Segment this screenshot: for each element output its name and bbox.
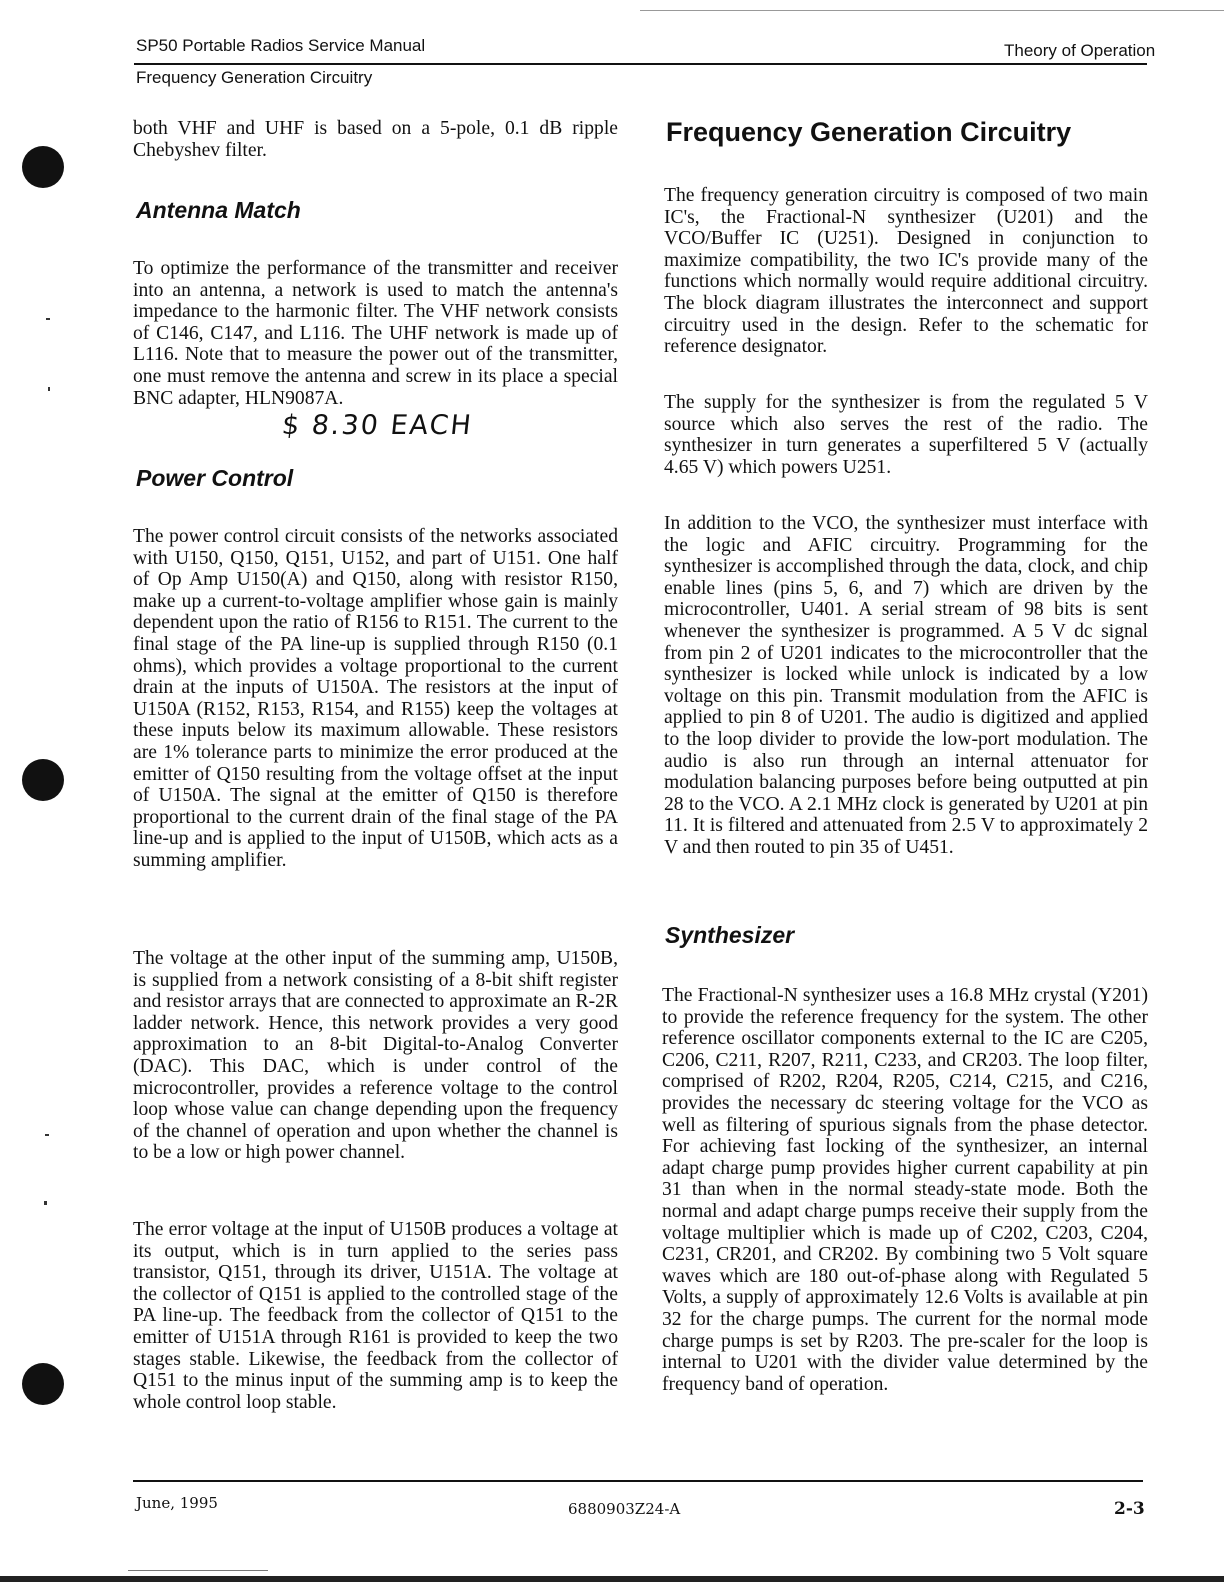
handwritten-price-note: $ 8.30 EACH [280, 410, 475, 441]
frequency-generation-paragraph-1: The frequency generation circuitry is composed of two main IC's, the Fractional-N synthesizer (U201) and the VCO/Buffer IC (U251). Designed in conjunction to maximize compatibility, the two IC's provide many of the functions which normally would require additional circuitry. The block diagram illustrates the interconnect and support circuitry used in the design. Refer to the schematic for reference designator. [664, 185, 1148, 358]
right-heading-wrap [666, 117, 1071, 148]
binder-hole-top [22, 146, 64, 188]
power-control-heading: Power Control [136, 465, 294, 491]
power-control-body [133, 526, 618, 872]
scan-mark [48, 387, 50, 391]
intro-paragraph: both VHF and UHF is based on a 5-pole, 0.1 dB ripple Chebyshev filter. [133, 118, 618, 161]
binder-hole-middle [22, 759, 64, 801]
bottom-scan-line [0, 1576, 1224, 1582]
power-control-paragraph-2: The voltage at the other input of the summing amp, U150B, is supplied from a network consisting of a 8-bit shift register and resistor arrays that are connected to approximate an R-2R ladder network. Hence, this network provides a very good approximation to an 8-bit Digital-to-Analog Converter (DAC). This DAC, which is under control of the microcontroller, provides a reference voltage to the control loop whose value can change depending upon the frequency of the channel of operation and upon whether the channel is to be a low or high power channel. [133, 948, 618, 1164]
power-control-body-2 [133, 948, 618, 1164]
power-control-heading-wrap [136, 465, 293, 492]
synthesizer-heading: Synthesizer [665, 922, 795, 948]
synthesizer-heading-wrap [665, 922, 794, 949]
footer-rule [133, 1480, 1143, 1482]
header-rule [134, 63, 1147, 65]
section-subtitle: Frequency Generation Circuitry [136, 68, 373, 87]
power-control-body-3 [133, 1219, 618, 1413]
manual-title: SP50 Portable Radios Service Manual [136, 36, 426, 55]
footer-page-number: 2-3 [1114, 1499, 1145, 1519]
right-column-body-3 [664, 513, 1148, 859]
frequency-generation-paragraph-3: In addition to the VCO, the synthesizer must interface with the logic and AFIC circuitry. Programming for the synthesizer is accomplished through the data, clock, and chip enable lines (pins 5, 6, and 7) which are driven by the microcontroller, U401. A serial stream of 98 bits is sent whenever the synthesizer is programmed. A 5 V dc signal from pin 2 of U201 indicates to the microcontroller that the synthesizer is locked while unlock is indicated by a low voltage on this pin. Transmit modulation from the AFIC is applied to pin 8 of U201. The audio is digitized and applied to the loop divider to provide the low-port modulation. The audio is also run through an internal attenuator for modulation balancing purposes before being outputted at pin 28 to the VCO. A 2.1 MHz clock is generated by U201 at pin 11. It is filtered and attenuated from 2.5 V to approximately 2 V and then routed to pin 35 of U451. [664, 513, 1148, 858]
frequency-generation-paragraph-2: The supply for the synthesizer is from the regulated 5 V source which also serves the rest of the radio. The synthesizer in turn generates a superfiltered 5 V (actually 4.65 V) which powers U251. [664, 392, 1148, 478]
top-scan-line [640, 10, 1224, 11]
power-control-paragraph-3: The error voltage at the input of U150B produces a voltage at its output, which is in turn applied to the series pass transistor, Q151, through its driver, U151A. The voltage at the collector of Q151 is applied to the controlled stage of the PA line-up. The feedback from the collector of Q151 to the emitter of U151A through R161 is provided to keep the two stages stable. Likewise, the feedback from the collector of Q151 to the minus input of the summing amp is to keep the whole control loop stable. [133, 1219, 618, 1413]
antenna-match-body-wrap [133, 258, 618, 409]
running-section-title: Theory of Operation [1004, 41, 1156, 60]
synthesizer-paragraph: The Fractional-N synthesizer uses a 16.8 MHz crystal (Y201) to provide the reference frequency for the system. The other reference oscillator components external to the IC are C205, C206, C211, R207, R211, C233, and CR203. The loop filter, comprised of R202, R204, R205, C214, C215, and C216, provides the necessary dc steering voltage for the VCO as well as filtering of spurious signals from the phase detector. For achieving fast locking of the synthesizer, an internal adapt charge pump provides higher current capability at pin 31 than when in the normal steady-state mode. Both the normal and adapt charge pumps receive their supply from the voltage multiplier which is made up of C202, C203, C204, C231, CR201, and CR202. By combining two 5 Volt square waves which are 180 out-of-phase along with Regulated 5 Volts, a supply of approximately 12.6 Volts is available at pin 32 for the charge pumps. The current for the normal mode charge pumps is set by R203. The pre-scaler for the loop is internal to U201 with the divider value determined by the frequency band of operation. [662, 985, 1148, 1395]
antenna-match-section [136, 197, 618, 224]
footer-date: June, 1995 [136, 1494, 218, 1512]
bottom-scan-line-thin [128, 1570, 268, 1571]
scan-mark [45, 1134, 49, 1136]
frequency-generation-heading: Frequency Generation Circuitry [666, 117, 1072, 147]
power-control-paragraph-1: The power control circuit consists of the networks associated with U150, Q150, Q151, U152, and part of U151. One half of Op Amp U150(A) and Q150, along with resistor R150, make up a current-to-voltage amplifier whose gain is mainly dependent upon the ratio of R156 to R151. The current to the final stage of the PA line-up is supplied through R150 (0.1 ohms), which provides a voltage proportional to the current drain at the inputs of U150A. The resistors at the input of U150A (R152, R153, R154, and R155) keep the voltages at these inputs below its maximum allowable. These resistors are 1% tolerance parts to minimize the error produced at the emitter of Q150 resulting from the voltage offset at the input of U150A. The signal at the emitter of Q150 is therefore proportional to the current drain of the final stage of the PA line-up and is applied to the input of U150B, which acts as a summing amplifier. [133, 526, 618, 871]
scan-mark [46, 318, 50, 320]
scan-mark [44, 1201, 47, 1205]
right-column-body-1 [664, 185, 1148, 358]
footer-document-number: 6880903Z24-A [568, 1500, 681, 1518]
right-column-body-2 [664, 392, 1148, 478]
left-column [133, 118, 618, 161]
binder-hole-bottom [22, 1363, 64, 1405]
antenna-match-heading: Antenna Match [136, 197, 301, 223]
antenna-match-paragraph: To optimize the performance of the transmitter and receiver into an antenna, a network is used to match the antenna's impedance to the harmonic filter. The VHF network consists of C146, C147, and L116. The UHF network is made up of L116. Note that to measure the power out of the transmitter, one must remove the antenna and screw in its place a special BNC adapter, HLN9087A. [133, 258, 618, 409]
synthesizer-body [662, 985, 1148, 1395]
